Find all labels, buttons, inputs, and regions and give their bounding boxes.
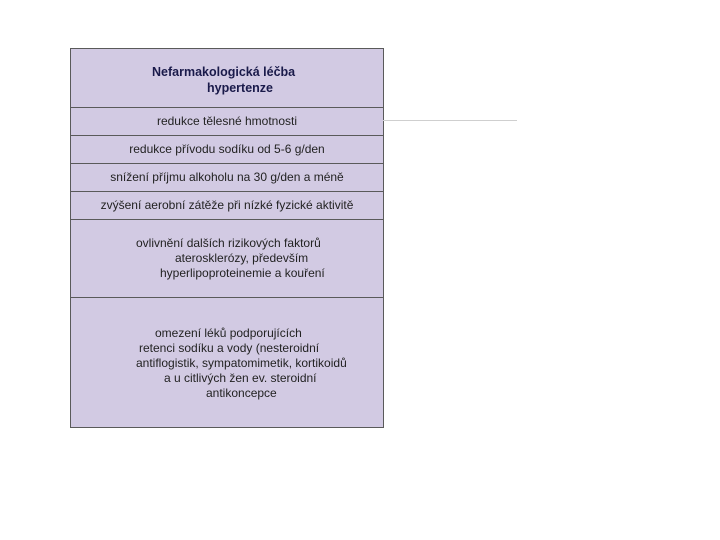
row-medication-line-1: omezení léků podporujících: [155, 326, 302, 340]
row-text-aerobic-exercise: zvýšení aerobní zátěže při nízké fyzické aktivitě: [100, 198, 354, 212]
row-text-sodium-reduction: redukce přívodu sodíku od 5-6 g/den: [129, 142, 325, 156]
table-title-cell: [71, 49, 383, 107]
row-medication-line-4: a u citlivých žen ev. steroidní: [164, 371, 317, 385]
row-text-alcohol-reduction: snížení příjmu alkoholu na 30 g/den a méně: [110, 170, 344, 184]
table-row: [71, 191, 383, 219]
row-text-weight-reduction: redukce tělesné hmotnosti: [156, 114, 298, 128]
row-medication-line-3: antiflogistik, sympatomimetik, kortikoidů: [136, 356, 347, 370]
divider-line: [383, 120, 517, 121]
treatment-table: [70, 48, 384, 428]
table-row: [71, 219, 383, 297]
table-row: [71, 135, 383, 163]
row-risk-factors-line-3: hyperlipoproteinemie a kouření: [160, 266, 325, 280]
table-title-line-2: hypertenze: [207, 81, 273, 95]
row-risk-factors-line-2: aterosklerózy, především: [175, 251, 309, 265]
table-title-line-1: Nefarmakologická léčba: [152, 65, 296, 79]
table-row: [71, 297, 383, 427]
table-row: [71, 163, 383, 191]
row-medication-line-2: retenci sodíku a vody (nesteroidní: [139, 341, 320, 355]
table-row: [71, 107, 383, 135]
row-medication-line-5: antikoncepce: [206, 386, 277, 400]
row-risk-factors-line-1: ovlivnění dalších rizikových faktorů: [136, 236, 321, 250]
